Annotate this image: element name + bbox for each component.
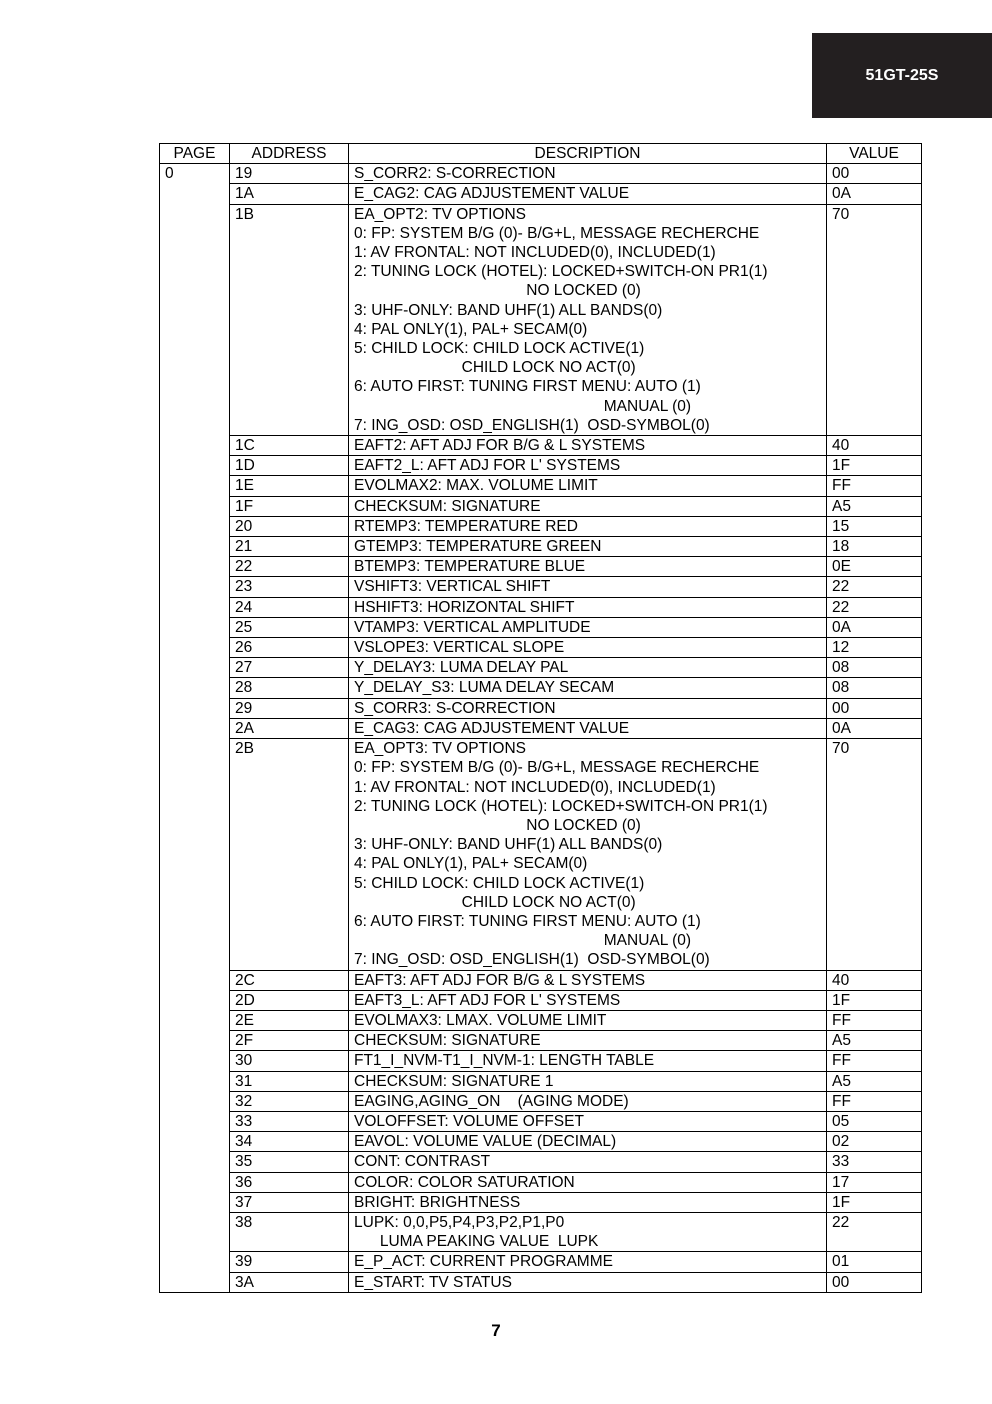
- address-cell: 35: [230, 1152, 349, 1172]
- description-line: VSHIFT3: VERTICAL SHIFT: [354, 578, 551, 596]
- value-cell: 01: [827, 1252, 922, 1272]
- description-cell: [349, 476, 827, 496]
- description-line: GTEMP3: TEMPERATURE GREEN: [354, 538, 602, 556]
- address-cell: 1B: [230, 204, 349, 435]
- description-line: EA_OPT3: TV OPTIONS: [354, 740, 526, 758]
- description-line: VSLOPE3: VERTICAL SLOPE: [354, 639, 565, 657]
- description-cell: [349, 1272, 827, 1292]
- description-cell: [349, 970, 827, 990]
- table-row: [160, 970, 922, 990]
- description-line: CHECKSUM: SIGNATURE 1: [354, 1072, 554, 1090]
- value-cell: 1F: [827, 456, 922, 476]
- value-cell: A5: [827, 1031, 922, 1051]
- description-cell: [349, 617, 827, 637]
- description-line: CONT: CONTRAST: [354, 1153, 491, 1171]
- description-line: LUMA PEAKING VALUE LUPK: [354, 1233, 599, 1251]
- value-cell: FF: [827, 1010, 922, 1030]
- description-line: 0: FP: SYSTEM B/G (0)- B/G+L, MESSAGE RECHERCHE: [354, 759, 760, 777]
- table-row: [160, 617, 922, 637]
- description-line: BTEMP3: TEMPERATURE BLUE: [354, 558, 586, 576]
- value-cell: 18: [827, 537, 922, 557]
- address-cell: 20: [230, 516, 349, 536]
- page-cell: 0: [160, 164, 230, 1293]
- description-cell: [349, 658, 827, 678]
- description-cell: [349, 698, 827, 718]
- column-header-value: VALUE: [827, 144, 922, 164]
- description-line: 1: AV FRONTAL: NOT INCLUDED(0), INCLUDED(1): [354, 244, 716, 262]
- description-cell: [349, 1172, 827, 1192]
- address-cell: 34: [230, 1132, 349, 1152]
- description-cell: [349, 557, 827, 577]
- description-line: EAGING,AGING_ON (AGING MODE): [354, 1092, 629, 1110]
- address-cell: 23: [230, 577, 349, 597]
- description-line: BRIGHT: BRIGHTNESS: [354, 1193, 521, 1211]
- value-cell: 70: [827, 204, 922, 435]
- address-cell: 28: [230, 678, 349, 698]
- address-cell: 2B: [230, 739, 349, 970]
- description-line: 5: CHILD LOCK: CHILD LOCK ACTIVE(1): [354, 874, 645, 892]
- description-cell: [349, 516, 827, 536]
- value-cell: 22: [827, 1212, 922, 1251]
- table-row: [160, 164, 922, 184]
- table-row: [160, 597, 922, 617]
- description-cell: [349, 164, 827, 184]
- description-cell: [349, 456, 827, 476]
- description-line: 2: TUNING LOCK (HOTEL): LOCKED+SWITCH-ON PR1(1): [354, 263, 768, 281]
- address-cell: 2C: [230, 970, 349, 990]
- column-header-address: ADDRESS: [230, 144, 349, 164]
- value-cell: 1F: [827, 990, 922, 1010]
- table-row: [160, 557, 922, 577]
- value-cell: 22: [827, 597, 922, 617]
- description-cell: [349, 678, 827, 698]
- table-row: [160, 1071, 922, 1091]
- description-line: 7: ING_OSD: OSD_ENGLISH(1) OSD-SYMBOL(0): [354, 416, 710, 434]
- address-cell: 1D: [230, 456, 349, 476]
- description-cell: [349, 718, 827, 738]
- table-row: [160, 516, 922, 536]
- description-line: EVOLMAX2: MAX. VOLUME LIMIT: [354, 477, 598, 495]
- table-row: [160, 436, 922, 456]
- description-line: EAFT2_L: AFT ADJ FOR L' SYSTEMS: [354, 457, 621, 475]
- description-line: MANUAL (0): [354, 397, 692, 415]
- description-cell: [349, 1212, 827, 1251]
- table-row: [160, 1111, 922, 1131]
- description-line: 4: PAL ONLY(1), PAL+ SECAM(0): [354, 320, 588, 338]
- address-cell: 2A: [230, 718, 349, 738]
- address-cell: 32: [230, 1091, 349, 1111]
- description-line: 7: ING_OSD: OSD_ENGLISH(1) OSD-SYMBOL(0): [354, 951, 710, 969]
- description-cell: [349, 597, 827, 617]
- description-cell: [349, 1252, 827, 1272]
- description-cell: [349, 1051, 827, 1071]
- table-row: [160, 718, 922, 738]
- description-line: NO LOCKED (0): [354, 282, 641, 300]
- description-cell: [349, 184, 827, 204]
- description-line: EAVOL: VOLUME VALUE (DECIMAL): [354, 1133, 617, 1151]
- description-line: Y_DELAY3: LUMA DELAY PAL: [354, 659, 569, 677]
- value-cell: 15: [827, 516, 922, 536]
- value-cell: 17: [827, 1172, 922, 1192]
- description-line: VTAMP3: VERTICAL AMPLITUDE: [354, 618, 591, 636]
- address-cell: 29: [230, 698, 349, 718]
- page-number: 7: [491, 1321, 501, 1340]
- value-cell: 22: [827, 577, 922, 597]
- model-label: 51GT-25S: [865, 66, 939, 84]
- column-header-description: DESCRIPTION: [349, 144, 827, 164]
- value-cell: 00: [827, 164, 922, 184]
- description-line: 5: CHILD LOCK: CHILD LOCK ACTIVE(1): [354, 340, 645, 358]
- column-header-page: PAGE: [160, 144, 230, 164]
- value-cell: 40: [827, 436, 922, 456]
- description-line: EAFT3: AFT ADJ FOR B/G & L SYSTEMS: [354, 971, 646, 989]
- description-line: COLOR: COLOR SATURATION: [354, 1173, 575, 1191]
- address-cell: 21: [230, 537, 349, 557]
- table-row: [160, 184, 922, 204]
- table-row: [160, 1051, 922, 1071]
- table-row: [160, 1192, 922, 1212]
- table-body: [160, 164, 922, 1293]
- table-row: [160, 496, 922, 516]
- description-line: EAFT3_L: AFT ADJ FOR L' SYSTEMS: [354, 991, 621, 1009]
- value-cell: 00: [827, 698, 922, 718]
- table-header-row: [160, 144, 922, 164]
- description-line: CHILD LOCK NO ACT(0): [354, 893, 636, 911]
- value-cell: 0E: [827, 557, 922, 577]
- address-cell: 30: [230, 1051, 349, 1071]
- address-cell: 36: [230, 1172, 349, 1192]
- description-line: S_CORR2: S-CORRECTION: [354, 165, 556, 183]
- description-cell: [349, 1071, 827, 1091]
- value-cell: 0A: [827, 617, 922, 637]
- description-line: 4: PAL ONLY(1), PAL+ SECAM(0): [354, 855, 588, 873]
- address-cell: 3A: [230, 1272, 349, 1292]
- value-cell: 12: [827, 638, 922, 658]
- address-cell: 33: [230, 1111, 349, 1131]
- description-line: 0: FP: SYSTEM B/G (0)- B/G+L, MESSAGE RECHERCHE: [354, 224, 760, 242]
- description-cell: [349, 990, 827, 1010]
- address-cell: 19: [230, 164, 349, 184]
- description-line: 6: AUTO FIRST: TUNING FIRST MENU: AUTO (1): [354, 912, 701, 930]
- value-cell: 00: [827, 1272, 922, 1292]
- value-cell: 08: [827, 658, 922, 678]
- address-cell: 2F: [230, 1031, 349, 1051]
- description-line: EA_OPT2: TV OPTIONS: [354, 205, 526, 223]
- description-line: 3: UHF-ONLY: BAND UHF(1) ALL BANDS(0): [354, 836, 663, 854]
- table-row: [160, 698, 922, 718]
- description-line: E_CAG2: CAG ADJUSTEMENT VALUE: [354, 185, 630, 203]
- address-cell: 1A: [230, 184, 349, 204]
- description-cell: [349, 436, 827, 456]
- description-line: 2: TUNING LOCK (HOTEL): LOCKED+SWITCH-ON PR1(1): [354, 797, 768, 815]
- address-cell: 1F: [230, 496, 349, 516]
- value-cell: FF: [827, 476, 922, 496]
- value-cell: 08: [827, 678, 922, 698]
- description-line: EAFT2: AFT ADJ FOR B/G & L SYSTEMS: [354, 437, 646, 455]
- table-row: [160, 638, 922, 658]
- address-cell: 2E: [230, 1010, 349, 1030]
- description-line: CHECKSUM: SIGNATURE: [354, 497, 541, 515]
- value-cell: A5: [827, 1071, 922, 1091]
- description-line: E_CAG3: CAG ADJUSTEMENT VALUE: [354, 719, 630, 737]
- value-cell: 40: [827, 970, 922, 990]
- model-header-box: [812, 33, 992, 118]
- description-cell: [349, 537, 827, 557]
- table-row: [160, 1091, 922, 1111]
- description-cell: [349, 204, 827, 435]
- table-row: [160, 658, 922, 678]
- address-cell: 26: [230, 638, 349, 658]
- address-cell: 37: [230, 1192, 349, 1212]
- description-line: MANUAL (0): [354, 932, 692, 950]
- value-cell: 0A: [827, 184, 922, 204]
- table-row: [160, 739, 922, 970]
- table-row: [160, 1132, 922, 1152]
- description-cell: [349, 1152, 827, 1172]
- address-cell: 38: [230, 1212, 349, 1251]
- value-cell: FF: [827, 1091, 922, 1111]
- table-row: [160, 456, 922, 476]
- address-cell: 22: [230, 557, 349, 577]
- table-row: [160, 1272, 922, 1292]
- description-cell: [349, 496, 827, 516]
- table-row: [160, 1212, 922, 1251]
- table-row: [160, 1010, 922, 1030]
- address-cell: 31: [230, 1071, 349, 1091]
- value-cell: 02: [827, 1132, 922, 1152]
- description-cell: [349, 1091, 827, 1111]
- table-row: [160, 537, 922, 557]
- description-cell: [349, 577, 827, 597]
- table-row: [160, 1172, 922, 1192]
- value-cell: 70: [827, 739, 922, 970]
- value-cell: 0A: [827, 718, 922, 738]
- description-line: CHECKSUM: SIGNATURE: [354, 1032, 541, 1050]
- table-row: [160, 204, 922, 435]
- address-cell: 27: [230, 658, 349, 678]
- table-row: [160, 476, 922, 496]
- table-row: [160, 577, 922, 597]
- value-cell: 05: [827, 1111, 922, 1131]
- description-line: E_START: TV STATUS: [354, 1273, 512, 1291]
- description-line: LUPK: 0,0,P5,P4,P3,P2,P1,P0: [354, 1213, 565, 1231]
- description-line: S_CORR3: S-CORRECTION: [354, 699, 556, 717]
- value-cell: FF: [827, 1051, 922, 1071]
- description-cell: [349, 1132, 827, 1152]
- description-cell: [349, 1111, 827, 1131]
- description-line: NO LOCKED (0): [354, 816, 641, 834]
- description-line: 3: UHF-ONLY: BAND UHF(1) ALL BANDS(0): [354, 301, 663, 319]
- description-line: E_P_ACT: CURRENT PROGRAMME: [354, 1253, 613, 1271]
- description-cell: [349, 638, 827, 658]
- table-row: [160, 990, 922, 1010]
- description-line: EVOLMAX3: LMAX. VOLUME LIMIT: [354, 1011, 607, 1029]
- value-cell: 33: [827, 1152, 922, 1172]
- address-cell: 39: [230, 1252, 349, 1272]
- address-cell: 24: [230, 597, 349, 617]
- table-row: [160, 1252, 922, 1272]
- table-row: [160, 1152, 922, 1172]
- description-line: 1: AV FRONTAL: NOT INCLUDED(0), INCLUDED(1): [354, 778, 716, 796]
- register-table: [159, 143, 922, 1293]
- description-line: FT1_I_NVM-T1_I_NVM-1: LENGTH TABLE: [354, 1052, 655, 1070]
- description-cell: [349, 1031, 827, 1051]
- description-line: CHILD LOCK NO ACT(0): [354, 359, 636, 377]
- value-cell: 1F: [827, 1192, 922, 1212]
- address-cell: 1C: [230, 436, 349, 456]
- table-row: [160, 1031, 922, 1051]
- description-cell: [349, 1010, 827, 1030]
- description-cell: [349, 739, 827, 970]
- address-cell: 25: [230, 617, 349, 637]
- value-cell: A5: [827, 496, 922, 516]
- description-line: 6: AUTO FIRST: TUNING FIRST MENU: AUTO (1): [354, 378, 701, 396]
- address-cell: 1E: [230, 476, 349, 496]
- description-line: RTEMP3: TEMPERATURE RED: [354, 517, 578, 535]
- description-cell: [349, 1192, 827, 1212]
- description-line: VOLOFFSET: VOLUME OFFSET: [354, 1112, 584, 1130]
- address-cell: 2D: [230, 990, 349, 1010]
- table-row: [160, 678, 922, 698]
- description-line: HSHIFT3: HORIZONTAL SHIFT: [354, 598, 575, 616]
- description-line: Y_DELAY_S3: LUMA DELAY SECAM: [354, 679, 615, 697]
